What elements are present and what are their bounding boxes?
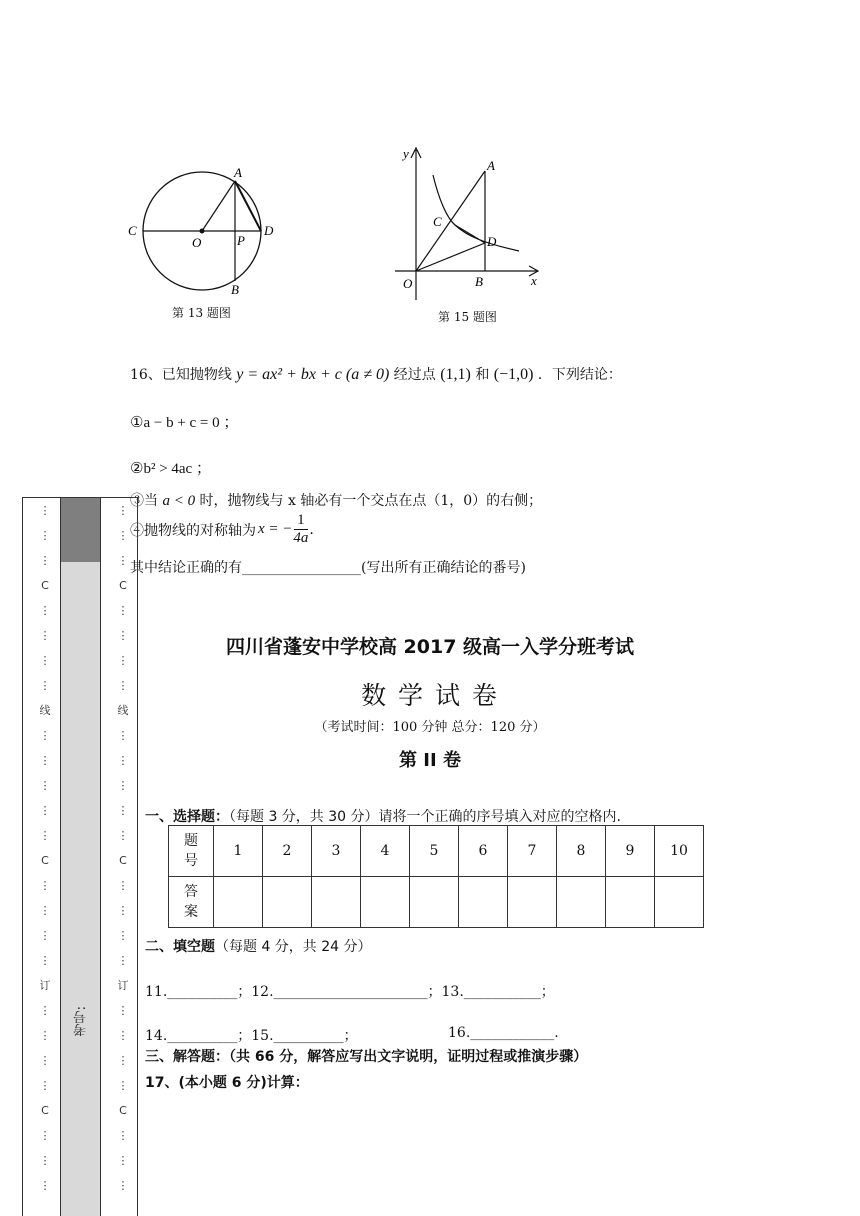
label-O: O (403, 276, 413, 291)
dotted-line-mark: ⋮ (39, 1079, 51, 1092)
dotted-line-mark: ⋮ (117, 1079, 129, 1092)
dotted-line-mark: ⋮ (117, 754, 129, 767)
header-char: 案 (184, 904, 198, 920)
label-C: C (433, 214, 442, 229)
table-row (169, 826, 704, 877)
dotted-line-mark: ⋮ (39, 629, 51, 642)
label-B: B (231, 282, 239, 297)
exam-number-label: 考号: (74, 1006, 89, 1037)
q16-item3-math: a < 0 (162, 493, 196, 509)
binding-label: 订 (39, 979, 51, 992)
cut-circle-mark: C (41, 579, 49, 592)
dotted-line-mark: ⋮ (39, 879, 51, 892)
dotted-line-mark: ⋮ (39, 904, 51, 917)
table-cell: 5 (410, 826, 459, 877)
dotted-line-mark: ⋮ (39, 679, 51, 692)
q16-item3-suffix: 时，抛物线与 x 轴必有一个交点在点（1，0）的右侧； (199, 493, 543, 509)
section-2-heading (145, 936, 372, 956)
row-header-answer (169, 877, 214, 928)
dotted-line-mark: ⋮ (39, 829, 51, 842)
q16-point2: (−1,0) (493, 366, 534, 383)
label-A: A (234, 165, 242, 180)
dotted-line-mark: ⋮ (39, 529, 51, 542)
dotted-line-mark: ⋮ (117, 1004, 129, 1017)
q16-item3-prefix: ③当 (130, 493, 158, 509)
answer-table (168, 825, 704, 928)
label-C: C (128, 223, 137, 238)
section-2-desc: （每题 4 分，共 24 分） (215, 939, 372, 955)
q16-point1: (1,1) (440, 366, 471, 383)
figure-13-circle (120, 160, 290, 300)
answer-cell[interactable] (410, 877, 459, 928)
subject-title: 数 学 试 卷 (361, 681, 499, 710)
q16-item-3 (130, 490, 542, 510)
dotted-line-mark: ⋮ (117, 954, 129, 967)
question-17: 17、(本小题 6 分)计算： (145, 1075, 309, 1091)
dotted-line-mark: ⋮ (39, 1054, 51, 1067)
q16-item-1: ①a − b + c = 0 ； (130, 415, 239, 431)
table-cell: 9 (606, 826, 655, 877)
answer-cell[interactable] (263, 877, 312, 928)
header-char: 题 (184, 833, 198, 849)
answer-cell[interactable] (508, 877, 557, 928)
dotted-line-mark: ⋮ (39, 1129, 51, 1142)
label-B: B (475, 274, 483, 289)
table-cell: 8 (557, 826, 606, 877)
header-char: 号 (184, 853, 198, 869)
row-header-number (169, 826, 214, 877)
dotted-line-mark: ⋮ (117, 504, 129, 517)
dotted-line-mark: ⋮ (117, 1179, 129, 1192)
fraction-denominator: 4a (293, 530, 309, 546)
label-O: O (192, 235, 202, 250)
dotted-line-mark: ⋮ (117, 1029, 129, 1042)
answer-cell[interactable] (459, 877, 508, 928)
dotted-line-mark: ⋮ (39, 554, 51, 567)
cut-circle-mark: C (119, 579, 127, 592)
dotted-line-mark: ⋮ (117, 654, 129, 667)
answer-cell[interactable] (361, 877, 410, 928)
answer-cell[interactable] (312, 877, 361, 928)
dotted-line-mark: ⋮ (117, 1154, 129, 1167)
binding-divider (100, 498, 101, 1216)
binding-divider (60, 498, 61, 1216)
binding-column-left (35, 505, 55, 1205)
dotted-line-mark: ⋮ (39, 754, 51, 767)
fill-blank-line-1: 11.__________；12.______________________；13.___________； (145, 984, 555, 1000)
answer-cell[interactable] (606, 877, 655, 928)
table-cell: 1 (214, 826, 263, 877)
label-P: P (237, 233, 245, 248)
q16-equation: y = ax² + bx + c (a ≠ 0) (236, 366, 390, 383)
dotted-line-mark: ⋮ (117, 679, 129, 692)
label-D: D (264, 223, 274, 238)
q16-conclusion: 其中结论正确的有_________________(写出所有正确结论的番号) (130, 560, 526, 576)
dotted-line-mark: ⋮ (39, 1029, 51, 1042)
table-cell: 6 (459, 826, 508, 877)
label-A: A (487, 158, 495, 173)
fraction-numerator: 1 (294, 512, 308, 530)
answer-cell[interactable] (557, 877, 606, 928)
dotted-line-mark: ⋮ (39, 804, 51, 817)
binding-label: 订 (117, 979, 129, 992)
q16-item4-math: x = − (258, 521, 293, 537)
dotted-line-mark: ⋮ (117, 554, 129, 567)
q16-item4-end: . (309, 521, 314, 538)
figure-15-graph (395, 140, 550, 300)
cut-circle-mark: C (119, 854, 127, 867)
figure-13-caption: 第 13 题图 (172, 306, 231, 320)
header-char: 答 (184, 884, 198, 900)
dotted-line-mark: ⋮ (39, 929, 51, 942)
dotted-line-mark: ⋮ (39, 504, 51, 517)
q16-suffix: ．下列结论： (537, 367, 622, 383)
dotted-line-mark: ⋮ (39, 654, 51, 667)
answer-cell[interactable] (655, 877, 704, 928)
section-3-label: 三、解答题： (145, 1049, 229, 1065)
row-header-text (169, 831, 213, 871)
q16-stem (130, 364, 622, 384)
answer-cell[interactable] (214, 877, 263, 928)
fill-blank-line-2b: 16.____________. (448, 1025, 559, 1041)
table-row (169, 877, 704, 928)
row-header-text (169, 882, 213, 922)
exam-info: （考试时间：100 分钟 总分：120 分） (314, 720, 546, 735)
dotted-line-mark: ⋮ (117, 604, 129, 617)
cut-circle-mark: C (119, 1104, 127, 1117)
q16-and: 和 (475, 367, 490, 383)
q16-item4-prefix: ④抛物线的对称轴为 (130, 522, 256, 539)
dotted-line-mark: ⋮ (39, 954, 51, 967)
section-1-heading (145, 806, 621, 826)
dotted-line-mark: ⋮ (117, 929, 129, 942)
dotted-line-mark: ⋮ (39, 1004, 51, 1017)
dotted-line-mark: ⋮ (39, 779, 51, 792)
label-y: y (403, 146, 409, 161)
cut-circle-mark: C (41, 854, 49, 867)
label-x: x (531, 273, 537, 288)
dotted-line-mark: ⋮ (117, 829, 129, 842)
figure-15-caption: 第 15 题图 (438, 310, 497, 324)
table-cell: 4 (361, 826, 410, 877)
dotted-line-mark: ⋮ (117, 804, 129, 817)
volume-title: 第 II 卷 (399, 750, 461, 771)
table-cell: 10 (655, 826, 704, 877)
dotted-line-mark: ⋮ (39, 1179, 51, 1192)
q16-prefix: 16、已知抛物线 (130, 367, 232, 383)
q16-middle: 经过点 (393, 367, 436, 383)
cut-circle-mark: C (41, 1104, 49, 1117)
table-cell: 2 (263, 826, 312, 877)
section-2-label: 二、填空题 (145, 939, 215, 955)
q16-item-4 (130, 512, 314, 547)
table-cell: 7 (508, 826, 557, 877)
fill-blank-line-2a: 14.__________；15.__________； (145, 1028, 358, 1044)
section-1-desc: （每题 3 分，共 30 分）请将一个正确的序号填入对应的空格内. (229, 809, 621, 825)
section-1-label: 一、选择题： (145, 809, 229, 825)
dotted-line-mark: ⋮ (117, 629, 129, 642)
dotted-line-mark: ⋮ (39, 729, 51, 742)
binding-label: 线 (39, 704, 51, 717)
dotted-line-mark: ⋮ (117, 904, 129, 917)
table-cell: 3 (312, 826, 361, 877)
dotted-line-mark: ⋮ (117, 779, 129, 792)
school-title: 四川省蓬安中学校高 2017 级高一入学分班考试 (225, 636, 635, 658)
dotted-line-mark: ⋮ (117, 1054, 129, 1067)
dotted-line-mark: ⋮ (39, 1154, 51, 1167)
dotted-line-mark: ⋮ (117, 1129, 129, 1142)
q16-item4-fraction (293, 512, 308, 547)
section-3-heading (145, 1046, 587, 1066)
dotted-line-mark: ⋮ (117, 879, 129, 892)
dotted-line-mark: ⋮ (39, 604, 51, 617)
label-D: D (487, 234, 497, 249)
binding-column-right (113, 505, 133, 1205)
dotted-line-mark: ⋮ (117, 529, 129, 542)
section-3-desc: （共 66 分，解答应写出文字说明，证明过程或推演步骤） (229, 1049, 588, 1065)
dotted-line-mark: ⋮ (117, 729, 129, 742)
binding-label: 线 (117, 704, 129, 717)
q16-item-2: ②b² > 4ac ； (130, 461, 211, 477)
